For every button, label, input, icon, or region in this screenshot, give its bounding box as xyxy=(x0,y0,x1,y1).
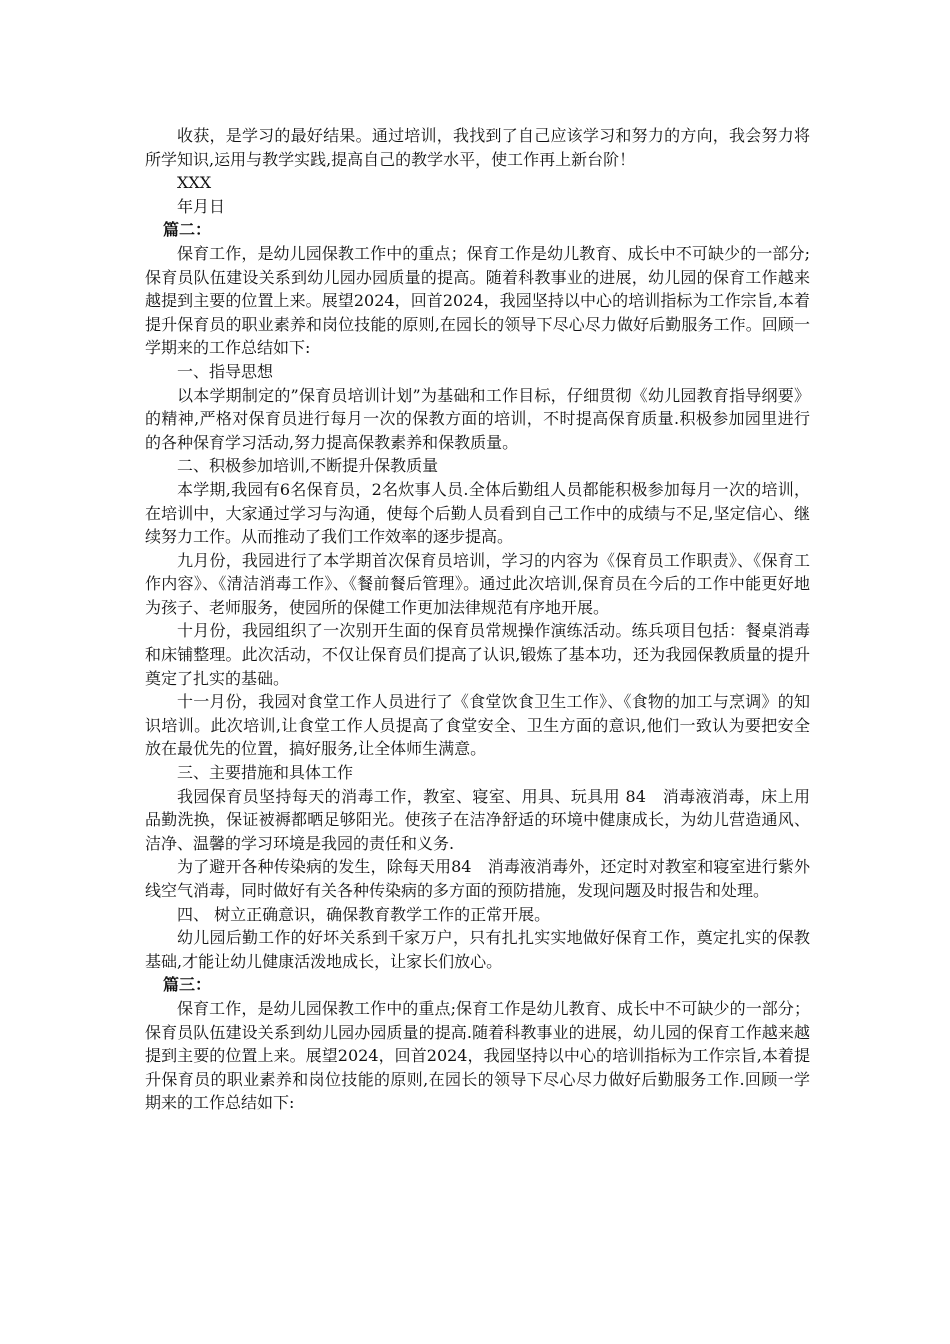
paragraph: 为了避开各种传染病的发生，除每天用84 消毒液消毒外，还定时对教室和寝室进行紫外线空气消毒，同时做好有关各种传染病的多方面的预防措施，发现问题及时报告和处理。 xyxy=(145,857,810,900)
paragraph: 九月份，我园进行了本学期首次保育员培训，学习的内容为《保育员工作职责》、《保育工作内容》、《清洁消毒工作》、《餐前餐后管理》。通过此次培训,保育员在今后的工作中能更好地为孩子、老师服务，使园所的保健工作更加法律规范有序地开展。 xyxy=(145,550,810,617)
paragraph: 我园保育员坚持每天的消毒工作，教室、寝室、用具、玩具用 84 消毒液消毒，床上用品勤洗换，保证被褥都晒足够阳光。使孩子在洁净舒适的环境中健康成长，为幼儿营造通风、洁净、温馨的学习环境是我园的责任和义务. xyxy=(145,786,810,853)
subheading: 一、指导思想 xyxy=(177,361,274,381)
paragraph: 十月份，我园组织了一次别开生面的保育员常规操作演练活动。练兵项目包括：餐桌消毒和床铺整理。此次活动，不仅让保育员们提高了认识,锻炼了基本功，还为我园保教质量的提升奠定了扎实的基础。 xyxy=(145,621,810,688)
paragraph: 幼儿园后勤工作的好坏关系到千家万户，只有扎扎实实地做好保育工作，奠定扎实的保教基础,才能让幼儿健康活泼地成长，让家长们放心。 xyxy=(145,928,810,971)
document-page xyxy=(145,124,810,1115)
author-line: XXX xyxy=(177,173,212,193)
paragraph: 十一月份，我园对食堂工作人员进行了《食堂饮食卫生工作》、《食物的加工与烹调》的知识培训。此次培训,让食堂工作人员提高了食堂安全、卫生方面的意识,他们一致认为要把安全放在最优先的位置，搞好服务,让全体师生满意。 xyxy=(145,692,810,759)
section-heading-part-three: 篇三： xyxy=(163,975,212,995)
subheading: 三、主要措施和具体工作 xyxy=(177,763,354,783)
paragraph: 收获，是学习的最好结果。通过培训，我找到了自己应该学习和努力的方向，我会努力将所学知识,运用与教学实践,提高自己的教学水平，使工作再上新台阶！ xyxy=(145,126,810,169)
date-line: 年月日 xyxy=(177,196,226,216)
subheading: 四、 树立正确意识，确保教育教学工作的正常开展。 xyxy=(177,904,551,924)
paragraph: 以本学期制定的”保育员培训计划”为基础和工作目标，仔细贯彻《幼儿园教育指导纲要》的精神,严格对保育员进行每月一次的保教方面的培训，不时提高保育质量.积极参加园里进行的各种保育学习活动,努力提高保教素养和保教质量。 xyxy=(145,385,810,452)
section-heading-part-two: 篇二： xyxy=(163,220,212,240)
paragraph: 本学期,我园有6名保育员，2名炊事人员.全体后勤组人员都能积极参加每月一次的培训，在培训中，大家通过学习与沟通，使每个后勤人员看到自己工作中的成绩与不足,坚定信心、继续努力工作。从而推动了我们工作效率的逐步提高。 xyxy=(145,479,810,547)
subheading: 二、积极参加培训,不断提升保教质量 xyxy=(177,456,439,476)
paragraph: 保育工作，是幼儿园保教工作中的重点；保育工作是幼儿教育、成长中不可缺少的一部分;保育员队伍建设关系到幼儿园办园质量的提高。随着科教事业的进展，幼儿园的保育工作越来越提到主要的位置上来。展望2024，回首2024，我园坚持以中心的培训指标为工作宗旨,本着提升保育员的职业素养和岗位技能的原则,在园长的领导下尽心尽力做好后勤服务工作。回顾一学期来的工作总结如下: xyxy=(145,243,810,358)
paragraph: 保育工作，是幼儿园保教工作中的重点;保育工作是幼儿教育、成长中不可缺少的一部分；保育员队伍建设关系到幼儿园办园质量的提高.随着科教事业的进展，幼儿园的保育工作越来越提到主要的位置上来。展望2024，回首2024，我园坚持以中心的培训指标为工作宗旨,本着提升保育员的职业素养和岗位技能的原则,在园长的领导下尽心尽力做好后勤服务工作.回顾一学期来的工作总结如下: xyxy=(145,998,810,1113)
